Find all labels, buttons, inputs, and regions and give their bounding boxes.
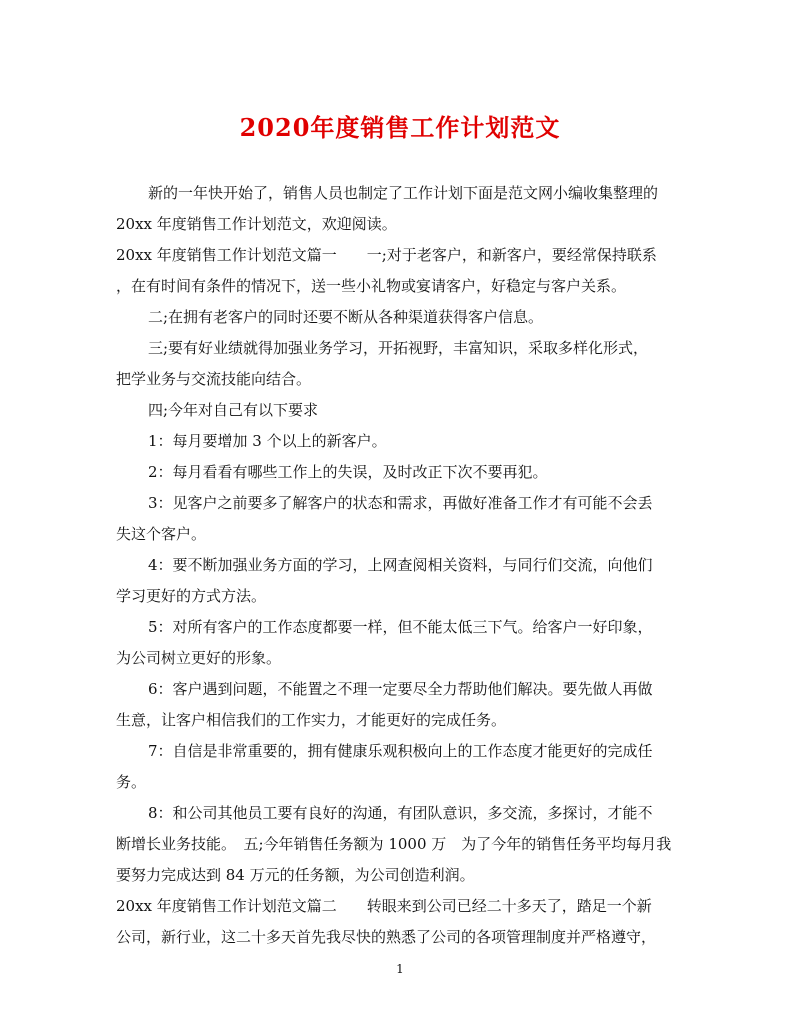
list-item-line: 学习更好的方式方法。: [116, 587, 267, 605]
list-item-line: 2：每月看看有哪些工作上的失误，及时改正下次不要再犯。: [148, 463, 548, 481]
list-item-line: 6：客户遇到问题，不能置之不理一定要尽全力帮助他们解决。要先做人再做: [148, 680, 653, 698]
paragraph-line: 把学业务与交流技能向结合。: [116, 370, 312, 388]
list-item-line: 7：自信是非常重要的，拥有健康乐观积极向上的工作态度才能更好的完成任: [148, 742, 653, 760]
document-body: [116, 178, 684, 953]
paragraph-line: 要努力完成达到 84 万元的任务额，为公司创造利润。: [116, 866, 475, 884]
list-item-line: 失这个客户。: [116, 525, 207, 543]
paragraph-line: 新的一年快开始了，销售人员也制定了工作计划下面是范文网小编收集整理的: [148, 184, 659, 202]
list-item-line: 1：每月要增加 3 个以上的新客户。: [148, 432, 387, 450]
paragraph-line: 断增长业务技能。 五;今年销售任务额为 1000 万 为了今年的销售任务平均每月我: [116, 835, 672, 853]
paragraph-line: 二;在拥有老客户的同时还要不断从各种渠道获得客户信息。: [148, 308, 544, 326]
list-item-line: 生意，让客户相信我们的工作实力，才能更好的完成任务。: [116, 711, 507, 729]
page-number: 1: [396, 962, 404, 976]
paragraph-line: 四;今年对自己有以下要求: [148, 401, 319, 419]
document-title: 2020年度销售工作计划范文: [239, 113, 561, 142]
list-item-line: 5：对所有客户的工作态度都要一样，但不能太低三下气。给客户一好印象，: [148, 618, 653, 636]
paragraph-line: 20xx 年度销售工作计划范文篇一 一;对于老客户，和新客户，要经常保持联系: [116, 246, 657, 264]
paragraph-line: 20xx 年度销售工作计划范文，欢迎阅读。: [116, 215, 397, 233]
list-item-line: 4：要不断加强业务方面的学习，上网查阅相关资料，与同行们交流，向他们: [148, 556, 653, 574]
list-item-line: 3：见客户之前要多了解客户的状态和需求，再做好准备工作才有可能不会丢: [148, 494, 653, 512]
paragraph-line: 公司，新行业，这二十多天首先我尽快的熟悉了公司的各项管理制度并严格遵守，: [116, 928, 657, 946]
paragraph-line: 三;要有好业绩就得加强业务学习，开拓视野，丰富知识，采取多样化形式，: [148, 339, 649, 357]
list-item-line: 为公司树立更好的形象。: [116, 649, 282, 667]
paragraph-line: 20xx 年度销售工作计划范文篇二 转眼来到公司已经二十多天了，踏足一个新: [116, 897, 652, 915]
list-item-line: 务。: [116, 773, 147, 791]
list-item-line: 8：和公司其他员工要有良好的沟通，有团队意识，多交流，多探讨，才能不: [148, 804, 653, 822]
paragraph-line: ，在有时间有条件的情况下，送一些小礼物或宴请客户，好稳定与客户关系。: [116, 277, 627, 295]
